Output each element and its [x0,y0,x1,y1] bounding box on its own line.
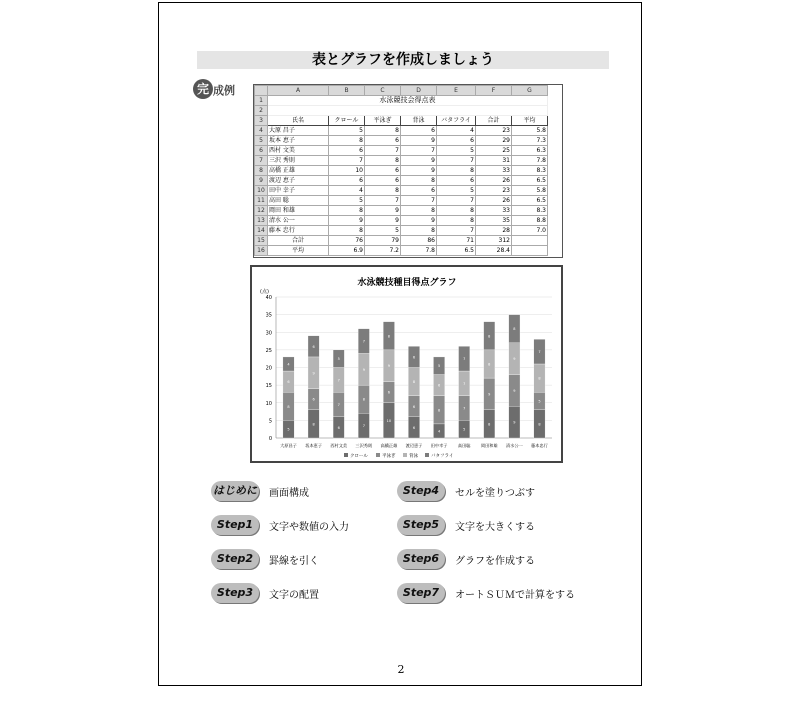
value-cell: 7.0 [512,226,548,236]
value-cell: 7 [365,196,401,206]
data-label: 7 [362,339,365,344]
value-cell: 9 [401,136,437,146]
legend-swatch [376,453,380,457]
value-cell [512,236,548,246]
row-number: 7 [255,156,268,166]
col-letter: C [365,86,401,96]
value-cell: 6 [437,136,476,146]
corner-cell [255,86,268,96]
value-cell: 6 [401,126,437,136]
value-cell: 8 [437,216,476,226]
data-label: 6 [387,390,391,395]
x-tick-label: 藤本忠行 [531,443,548,448]
data-label: 6 [412,404,416,409]
value-cell: 76 [329,236,365,246]
row-number: 1 [255,96,268,106]
value-cell: 28.4 [476,246,512,256]
sheet-row [255,196,548,206]
row-number: 14 [255,226,268,236]
step-label: 文字の配置 [269,590,319,601]
sheet-row [255,226,548,236]
value-cell: 5 [329,126,365,136]
column-header-row [255,86,548,96]
data-label: 7 [337,378,340,383]
value-cell: 8 [365,126,401,136]
col-letter: A [268,86,329,96]
value-cell: 23 [476,126,512,136]
sheet-row [255,156,548,166]
title-bar [197,51,609,69]
header-cell: 平泳ぎ [365,116,401,126]
value-cell: 312 [476,236,512,246]
data-label: 8 [488,422,491,427]
row-number: 4 [255,126,268,136]
data-label: 8 [538,376,541,381]
value-cell: 71 [437,236,476,246]
legend-label: バタフライ [431,454,454,459]
value-cell: 33 [476,166,512,176]
value-cell: 9 [401,216,437,226]
sheet-title: 水泳競技会得点表 [268,96,548,106]
data-label: 6 [437,383,441,388]
sheet-row [255,166,548,176]
data-label: 8 [287,404,290,409]
value-cell: 6 [365,176,401,186]
value-cell: 7 [437,196,476,206]
value-cell: 7 [437,156,476,166]
x-tick-label: 高田聡 [457,443,471,448]
value-cell: 8 [437,166,476,176]
data-label: 8 [488,362,491,367]
step-badge: Step6 [397,549,445,569]
step-badge: Step2 [211,549,259,569]
value-cell: 7.8 [512,156,548,166]
value-cell: 6.9 [329,246,365,256]
value-cell: 7 [401,146,437,156]
data-label: 5 [287,427,290,432]
value-cell: 6.5 [512,196,548,206]
step-item [397,515,627,537]
y-tick-label: 0 [268,436,272,442]
data-label: 9 [513,420,516,425]
legend-swatch [425,453,429,457]
value-cell: 5.8 [512,186,548,196]
value-cell: 7 [365,146,401,156]
row-number: 11 [255,196,268,206]
sheet-row [255,206,548,216]
value-cell: 6 [437,176,476,186]
data-label: 7 [538,350,541,355]
sheet-row [255,246,548,256]
sheet-row [255,126,548,136]
sheet-title-row [255,96,548,106]
sheet-row [255,136,548,146]
y-tick-label: 5 [268,418,272,425]
data-label: 6 [412,425,416,430]
value-cell: 5 [365,226,401,236]
value-cell: 23 [476,186,512,196]
step-badge: はじめに [211,481,259,501]
value-cell: 6 [401,186,437,196]
value-cell: 7 [401,196,437,206]
value-cell: 8 [401,176,437,186]
x-tick-label: 渡辺恵子 [405,443,423,448]
sheet-row [255,186,548,196]
header-cell: 平均 [512,116,548,126]
legend-label: 背泳 [409,454,418,459]
example-badge [193,77,245,101]
value-cell: 8.8 [512,216,548,226]
data-label: 5 [337,357,340,362]
value-cell: 31 [476,156,512,166]
spreadsheet-screenshot [253,84,563,258]
data-label: 9 [312,371,315,376]
blank-row [255,106,548,116]
header-cell: バタフライ [437,116,476,126]
col-letter: B [329,86,365,96]
value-cell: 8.3 [512,206,548,216]
sheet-row [255,146,548,156]
step-item [211,515,391,537]
col-letter: D [401,86,437,96]
step-badge: Step3 [211,583,259,603]
value-cell: 5.8 [512,126,548,136]
data-label: 8 [387,334,391,339]
data-label: 6 [412,355,416,360]
value-cell: 9 [401,166,437,176]
value-cell: 8 [329,226,365,236]
step-item [397,583,627,605]
document-page [158,2,642,686]
header-cell: クロール [329,116,365,126]
value-cell: 6 [365,136,401,146]
value-cell: 4 [329,186,365,196]
data-label: 5 [437,364,441,369]
name-cell: 合計 [268,236,329,246]
legend-swatch [344,453,348,457]
col-letter: G [512,86,548,96]
step-label: 画面構成 [269,488,309,499]
row-number: 13 [255,216,268,226]
data-label: 7 [463,406,466,411]
row-number: 3 [255,116,268,126]
step-badge: Step4 [397,481,445,501]
value-cell: 7.2 [365,246,401,256]
y-tick-label: 20 [265,365,272,372]
legend-label: 平泳ぎ [382,454,396,459]
value-cell: 79 [365,236,401,246]
value-cell: 33 [476,206,512,216]
col-letter: E [437,86,476,96]
data-label: 7 [337,403,340,408]
value-cell: 7 [437,226,476,236]
value-cell: 4 [437,126,476,136]
row-number: 2 [255,106,268,116]
col-letter: F [476,86,512,96]
x-tick-label: 高橋正雄 [380,443,398,448]
value-cell: 8 [365,156,401,166]
value-cell: 10 [329,166,365,176]
data-label: 6 [287,380,290,385]
value-cell: 29 [476,136,512,146]
data-label: 8 [513,327,516,332]
data-label: 5 [538,399,541,404]
step-label: 文字を大きくする [455,522,535,533]
x-tick-label: 大原昌子 [280,443,297,448]
value-cell: 26 [476,196,512,206]
step-item [397,481,627,503]
value-cell: 6.3 [512,146,548,156]
y-tick-label: 35 [265,312,272,319]
name-cell: 平均 [268,246,329,256]
x-tick-label: 岡田和雄 [480,443,498,448]
sheet-row [255,236,548,246]
data-label: 6 [312,344,315,349]
x-tick-label: 坂本恵子 [305,443,323,448]
value-cell: 6 [365,166,401,176]
name-cell: 渡辺 恵子 [268,176,329,186]
value-cell [512,246,548,256]
header-cell: 合計 [476,116,512,126]
value-cell: 25 [476,146,512,156]
y-tick-label: 30 [265,330,272,337]
y-tick-label: 15 [265,383,272,390]
value-cell: 5 [437,146,476,156]
chart-title: 水泳競技種目得点グラフ [357,278,457,288]
data-label: 4 [287,362,290,367]
value-cell: 8 [365,186,401,196]
name-cell: 高橋 正雄 [268,166,329,176]
name-cell: 田中 幸子 [268,186,329,196]
sheet-row [255,216,548,226]
value-cell: 8 [329,136,365,146]
value-cell: 8 [329,206,365,216]
sheet-row [255,176,548,186]
row-number: 8 [255,166,268,176]
value-cell: 6 [329,176,365,186]
header-row [255,116,548,126]
data-label: 9 [513,357,516,362]
x-tick-label: 田中幸子 [430,443,448,448]
name-cell: 高田 聡 [268,196,329,206]
row-number: 6 [255,146,268,156]
x-tick-label: 清水公一 [505,443,523,448]
spreadsheet-table [254,85,548,256]
step-label: 文字や数値の入力 [269,522,349,533]
value-cell: 35 [476,216,512,226]
header-cell: 氏名 [268,116,329,126]
value-cell: 8 [401,206,437,216]
value-cell: 86 [401,236,437,246]
data-label: 4 [437,429,441,434]
data-label: 8 [412,380,416,385]
value-cell: 5 [329,196,365,206]
data-label: 9 [387,364,391,369]
step-badge: Step5 [397,515,445,535]
value-cell: 9 [329,216,365,226]
value-cell: 28 [476,226,512,236]
data-label: 7 [362,424,365,429]
step-item [211,583,391,605]
y-axis-label: (点) [260,289,269,295]
legend-label: クロール [350,454,368,459]
name-cell: 藤本 忠行 [268,226,329,236]
row-number: 10 [255,186,268,196]
step-label: セルを塗りつぶす [455,488,535,499]
step-label: グラフを作成する [455,556,535,567]
value-cell: 7.8 [401,246,437,256]
data-label: 7 [463,357,466,362]
step-label: オートＳＵＭで計算をする [455,590,575,601]
data-label: 6 [312,397,315,402]
data-label: 7 [463,381,466,386]
value-cell: 9 [365,216,401,226]
row-number: 12 [255,206,268,216]
value-cell: 6.5 [512,176,548,186]
name-cell: 大原 昌子 [268,126,329,136]
sheet-body [255,126,548,256]
row-number: 5 [255,136,268,146]
chart-container [250,265,563,463]
name-cell: 西村 文美 [268,146,329,156]
header-cell: 背泳 [401,116,437,126]
data-label: 8 [538,422,541,427]
data-label: 10 [386,418,392,423]
step-item [211,481,391,503]
value-cell: 26 [476,176,512,186]
badge-label: 成例 [213,84,235,97]
x-tick-label: 西村文美 [330,443,348,448]
value-cell: 9 [365,206,401,216]
name-cell: 清水 公一 [268,216,329,226]
value-cell: 8 [401,226,437,236]
value-cell: 7.3 [512,136,548,146]
blank-cell [268,106,548,116]
y-tick-label: 40 [265,295,272,301]
data-label: 6 [337,425,340,430]
value-cell: 8.3 [512,166,548,176]
value-cell: 5 [437,186,476,196]
page-title: 表とグラフを作成しましょう [312,52,494,68]
data-label: 9 [513,388,516,393]
step-badge: Step7 [397,583,445,603]
value-cell: 6 [329,146,365,156]
page-number: 2 [397,663,405,676]
data-label: 8 [488,334,491,339]
data-label: 5 [463,427,466,432]
row-number: 16 [255,246,268,256]
value-cell: 7 [329,156,365,166]
data-label: 9 [488,392,491,397]
data-label: 8 [312,422,315,427]
stacked-bar-chart [252,267,561,461]
name-cell: 三沢 秀則 [268,156,329,166]
name-cell: 坂本 恵子 [268,136,329,146]
step-item [397,549,627,571]
row-number: 9 [255,176,268,186]
y-tick-label: 10 [265,400,272,407]
data-label: 8 [437,408,441,413]
data-label: 9 [362,367,365,372]
value-cell: 9 [401,156,437,166]
step-badge: Step1 [211,515,259,535]
row-number: 15 [255,236,268,246]
step-item [211,549,391,571]
legend-swatch [403,453,407,457]
y-tick-label: 25 [265,347,272,354]
name-cell: 岡田 和雄 [268,206,329,216]
value-cell: 6.5 [437,246,476,256]
x-tick-label: 三沢秀則 [355,443,373,448]
step-label: 罫線を引く [269,556,319,567]
data-label: 8 [362,397,365,402]
value-cell: 8 [437,206,476,216]
badge-icon: 完 [193,79,213,99]
